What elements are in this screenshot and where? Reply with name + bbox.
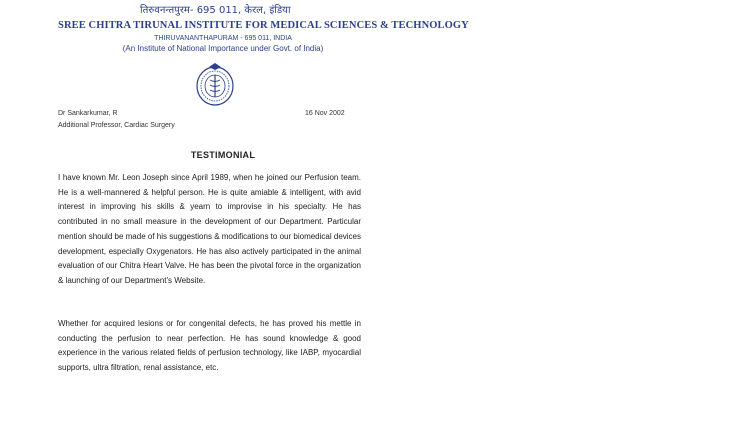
body-paragraph-2: Whether for acquired lesions or for congenital defects, he has proved his mettle in conducting the perfusion to near perfection. He has sound knowledge & good experience in the various related fields of perfusion technology, like IABP, myocardial supports, ultra filtration, renal assistance, etc.	[58, 319, 361, 373]
letter-date: 16 Nov 2002	[305, 110, 345, 117]
body-paragraph-1: I have known Mr. Leon Joseph since April 1989, when he joined our Perfusion team. He is a well-mannered & helpful person. He is quite amiable & intelligent, with avid interest in improving his skills & yearn to improvise in his specialty. He has contributed in no small measure in the development of our Department. Particular mention should be made of his suggestions & modifications to our biomedical devices development, especially Oxygenators. He has also actively participated in the animal evaluation of our Chitra Heart Valve. He has been the pivotal force in the organization & launching of our Department's Website.	[58, 173, 361, 285]
letterhead-subtitle: (An Institute of National Importance under Govt. of India)	[122, 44, 324, 53]
letterhead-address: THIRUVANANTHAPURAM - 695 011, INDIA	[154, 35, 292, 42]
letter-heading: TESTIMONIAL	[190, 150, 256, 160]
letterhead-hindi-line: तिरुवनन्तपुरम- 695 011, केरल, इंडिया	[140, 5, 291, 16]
sender-designation: Additional Professor, Cardiac Surgery	[58, 122, 175, 129]
letterhead-institute-name: SREE CHITRA TIRUNAL INSTITUTE FOR MEDICAL SCIENCES & TECHNOLOGY	[58, 20, 469, 31]
institute-emblem-icon	[194, 62, 236, 108]
sender-name: Dr Sankarkumar, R	[58, 110, 118, 117]
